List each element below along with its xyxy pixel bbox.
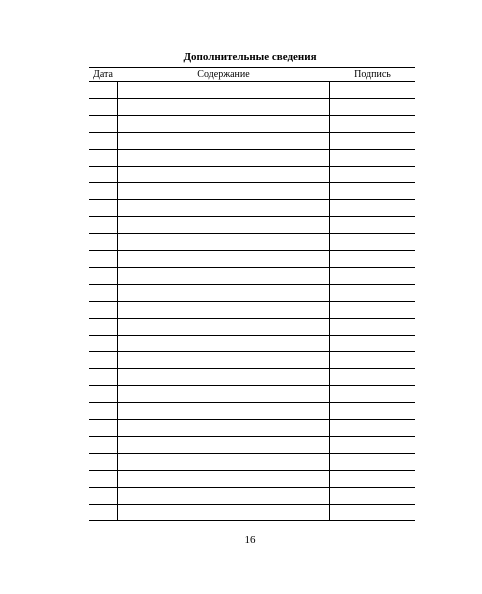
row-rule xyxy=(89,199,415,200)
row-rule xyxy=(89,115,415,116)
row-rule xyxy=(89,436,415,437)
row-rule xyxy=(89,301,415,302)
row-rule xyxy=(89,520,415,521)
page-number: 16 xyxy=(244,534,256,546)
row-rule xyxy=(89,149,415,150)
row-rule xyxy=(89,504,415,505)
row-rule xyxy=(89,233,415,234)
column-header-content: Содержание xyxy=(197,69,250,80)
row-rule xyxy=(89,132,415,133)
header-bottom-rule xyxy=(89,81,415,82)
row-rule xyxy=(89,385,415,386)
column-divider-signature xyxy=(329,81,330,520)
row-rule xyxy=(89,216,415,217)
row-rule xyxy=(89,182,415,183)
row-rule xyxy=(89,318,415,319)
column-divider-date xyxy=(117,81,118,520)
ledger-table xyxy=(89,67,415,524)
row-rule xyxy=(89,351,415,352)
row-rule xyxy=(89,419,415,420)
row-rule xyxy=(89,335,415,336)
row-rule xyxy=(89,453,415,454)
column-header-signature: Подпись xyxy=(354,69,391,80)
row-rule xyxy=(89,470,415,471)
row-rule xyxy=(89,166,415,167)
row-rule xyxy=(89,284,415,285)
row-rule xyxy=(89,402,415,403)
row-rule xyxy=(89,368,415,369)
page-title: Дополнительные сведения xyxy=(183,51,317,63)
row-rule xyxy=(89,267,415,268)
row-rule xyxy=(89,98,415,99)
row-rule xyxy=(89,250,415,251)
table-top-rule xyxy=(89,67,415,68)
column-header-date: Дата xyxy=(93,69,113,80)
row-rule xyxy=(89,487,415,488)
